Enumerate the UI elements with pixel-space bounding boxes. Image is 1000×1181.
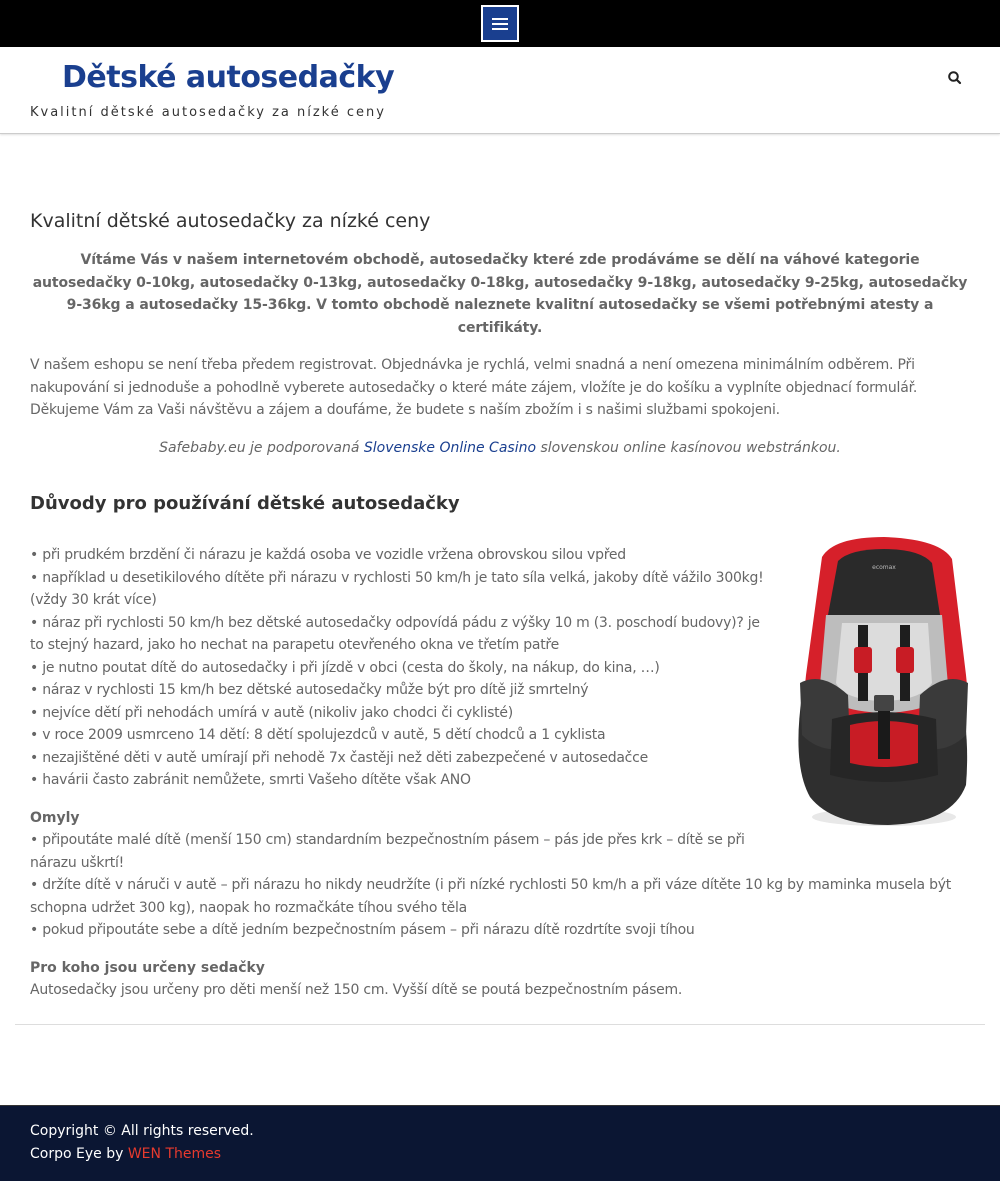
site-title[interactable]: Dětské autosedačky [62,60,395,95]
myths-list [30,829,970,942]
audience-title: Pro koho jsou určeny sedačky [30,959,265,976]
menu-toggle-button[interactable] [481,5,519,42]
search-icon[interactable] [946,69,964,87]
svg-text:ecomax: ecomax [872,564,896,571]
content-divider [15,1024,985,1025]
car-seat-image [792,535,970,829]
credit-prefix: Corpo Eye by [30,1146,128,1162]
section-title: Důvody pro používání dětské autosedačky [30,493,460,514]
support-suffix: slovenskou online kasínovou webstránkou. [536,439,841,456]
list-item: • pokud připoutáte sebe a dítě jedním bezpečnostním pásem – při nárazu dítě rozdrtíte svoji tíhou [30,922,695,938]
list-item: • nezajištěné děti v autě umírají při nehodě 7x častěji než děti zabezpečené v autosedačce [30,749,648,766]
list-item: • náraz při rychlosti 50 km/h bez dětské autosedačky odpovídá pádu z výšky 10 m (3. poschodí budovy)? je to stejný hazard, jako ho nechat na parapetu otevřeného okna ve třetím patře [30,614,760,653]
site-description: Kvalitní dětské autosedačky za nízké ceny [30,105,386,120]
list-item: • v roce 2009 usmrceno 14 dětí: 8 dětí spolujezdců v autě, 5 dětí chodců a 1 cyklista [30,727,606,743]
main-content [30,210,970,1002]
theme-credit [30,1146,221,1162]
hamburger-icon [492,18,508,30]
list-item: • je nutno poutat dítě do autosedačky i při jízdě v obci (cesta do školy, na nákup, do kina, …) [30,659,660,676]
intro-text: Vítáme Vás v našem internetovém obchodě, autosedačky které zde prodáváme se dělí na váhové kategorie autosedačky 0-10kg, autosedačky 0-13kg, autosedačky 0-18kg, autosedačky 9-18kg, autosedačky 9-25kg, autosedačky 9-36kg a autosedačky 15-36kg. V tomto obchodě naleznete kvalitní autosedačky se všemi potřebnými atesty a certifikáty. [32,252,968,336]
list-item: • připoutáte malé dítě (menší 150 cm) standardním bezpečnostním pásem – pás jde přes krk – dítě se při nárazu uškrtí! [30,832,745,871]
copyright-text: Copyright © All rights reserved. [30,1123,254,1139]
site-footer [0,1105,1000,1181]
top-bar [0,0,1000,47]
wen-themes-link[interactable]: WEN Themes [127,1146,222,1162]
support-line [30,437,970,460]
list-item: • nejvíce dětí při nehodách umírá v autě (nikoliv jako chodci či cyklisté) [30,704,513,721]
shop-paragraph: V našem eshopu se není třeba předem registrovat. Objednávka je rychlá, velmi snadná a není omezena minimálním odběrem. Při nakupování si jednoduše a pohodlně vyberete autosedačky o které máte zájem, vložíte je do košíku a vyplníte objednací formulář. Děkujeme Vám za Vaši návštěvu a zájem a doufáme, že budete s naším zbožím i s našimi službami spokojeni. [30,357,918,418]
list-item: • při prudkém brzdění či nárazu je každá osoba ve vozidle vržena obrovskou silou vpřed [30,547,626,563]
list-item: • havárii často zabránit nemůžete, smrti Vašeho dítěte však ANO [30,772,471,788]
casino-link[interactable]: Slovenske Online Casino [363,439,537,456]
audience-text: Autosedačky jsou určeny pro děti menší než 150 cm. Vyšší dítě se poutá bezpečnostním pásem. [30,982,683,998]
reasons-list [30,544,775,792]
list-item: • náraz v rychlosti 15 km/h bez dětské autosedačky může být pro dítě již smrtelný [30,682,589,698]
page-title: Kvalitní dětské autosedačky za nízké ceny [30,210,431,232]
list-item: • držíte dítě v náruči v autě – při nárazu ho nikdy neudržíte (i při nízké rychlosti 50 km/h a při váze dítěte 10 kg by maminka musela být schopna udržet 300 kg), naopak ho rozmačkáte tíhou svého těla [30,877,951,916]
support-prefix: Safebaby.eu je podporovaná [159,439,364,456]
list-item: • například u desetikilového dítěte při nárazu v rychlosti 50 km/h je tato síla velká, jakoby dítě vážilo 300kg! (vždy 30 krát více) [30,569,764,608]
myths-title: Omyly [30,809,80,826]
site-header [0,47,1000,134]
